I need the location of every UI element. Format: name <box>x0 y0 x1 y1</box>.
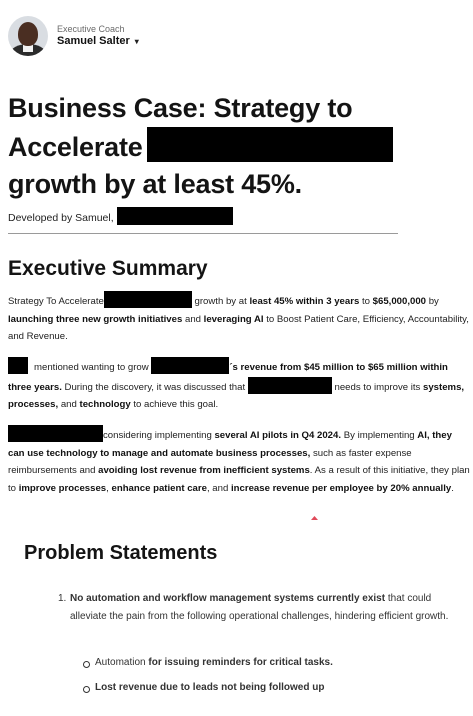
p1-redaction <box>104 291 192 308</box>
title-line-2: Accelerate <box>8 132 143 162</box>
p3-text-k: , and <box>206 482 229 494</box>
p3-text-i: , <box>106 482 109 494</box>
p1-text-d: to <box>361 296 370 307</box>
problem-item-rest: that could alleviate the pain from the following operational challenges, hindering efficient growth. <box>70 593 449 622</box>
p1-text-f: by <box>428 296 439 307</box>
p3-redaction <box>8 425 103 442</box>
p2-bold-b: ´s revenue from $45 million to $65 million within three years. <box>8 362 448 393</box>
chevron-down-icon[interactable]: ▾ <box>134 36 139 46</box>
p1-bold-i: leveraging AI <box>203 313 264 325</box>
summary-paragraph-1 <box>8 291 470 346</box>
p1-bold-g: launching three new growth initiatives <box>8 313 183 325</box>
p2-redaction-2 <box>151 357 229 374</box>
problem-item-number: 1. <box>58 593 67 604</box>
p1-bold-e: $65,000,000 <box>372 296 427 307</box>
author-role: Executive Coach <box>57 23 125 34</box>
avatar-face-shape <box>18 22 38 46</box>
p1-text-j: to Boost Patient Care, Efficiency, Accountability, and Revenue. <box>8 313 469 342</box>
p1-text-b: growth by at <box>194 296 247 307</box>
caret-up-marker-icon <box>311 516 318 520</box>
p2-text-a: mentioned wanting to grow <box>34 362 149 373</box>
executive-summary-heading: Executive Summary <box>8 257 208 280</box>
problem-item-1 <box>58 590 458 625</box>
author-header <box>8 14 139 58</box>
bullet-1-bold: for issuing reminders for critical tasks. <box>148 657 333 668</box>
p2-redaction-1 <box>8 357 28 374</box>
summary-paragraph-2 <box>8 357 470 414</box>
p2-text-c: During the discovery, it was discussed that <box>64 381 246 393</box>
p1-text-h: and <box>184 313 201 325</box>
p2-bold-g: technology <box>79 399 131 410</box>
p3-bold-j: enhance patient care <box>111 482 207 494</box>
title-line-3: growth by at least 45%. <box>8 169 302 199</box>
title-redaction <box>147 127 393 162</box>
bullet-2-bold: Lost revenue due to leads not being followed up <box>95 682 325 693</box>
developed-by <box>8 207 233 225</box>
p2-text-h: to achieve this goal. <box>133 399 219 410</box>
p3-text-m: . <box>451 482 454 494</box>
p3-bold-l: increase revenue per employee by 20% annually <box>230 482 452 494</box>
avatar[interactable] <box>8 16 48 56</box>
p3-text-c: By implementing <box>343 430 415 441</box>
summary-paragraph-3 <box>8 425 470 497</box>
problem-item-bold: No automation and workflow management systems currently exist <box>70 593 386 604</box>
p1-text-a: Strategy To Accelerate <box>8 296 104 307</box>
author-info <box>57 24 139 49</box>
p1-bold-c: least 45% within 3 years <box>249 296 360 307</box>
document-title <box>8 90 468 203</box>
p3-text-e: such as faster expense reimbursements and <box>8 447 412 476</box>
author-name-menu[interactable] <box>57 35 139 49</box>
p3-bold-d: AI, they can use technology to manage and automate business processes, <box>8 430 452 459</box>
problem-bullets <box>82 654 462 704</box>
list-item <box>82 654 462 671</box>
p2-bold-e: systems, processes, <box>8 381 465 410</box>
problem-statements-heading: Problem Statements <box>24 542 218 564</box>
p3-bold-f: avoiding lost revenue from inefficient systems <box>98 465 310 476</box>
list-item <box>82 679 462 696</box>
bullet-1-plain: Automation <box>95 657 146 668</box>
developed-by-text: Developed by Samuel, <box>8 212 114 224</box>
developed-by-redaction <box>117 207 233 225</box>
p2-text-f: and <box>60 399 77 410</box>
p3-text-g: . As a result of this initiative, they plan to <box>8 465 470 494</box>
p3-bold-b: several AI pilots in Q4 2024. <box>214 430 342 441</box>
p3-text-a: considering implementing <box>103 430 212 441</box>
p2-redaction-3 <box>248 377 332 394</box>
p3-bold-h: improve processes <box>18 482 107 494</box>
divider <box>8 233 398 234</box>
title-line-1: Business Case: Strategy to <box>8 93 353 123</box>
p2-text-d: needs to improve its <box>334 381 421 393</box>
author-name: Samuel Salter <box>57 34 130 47</box>
